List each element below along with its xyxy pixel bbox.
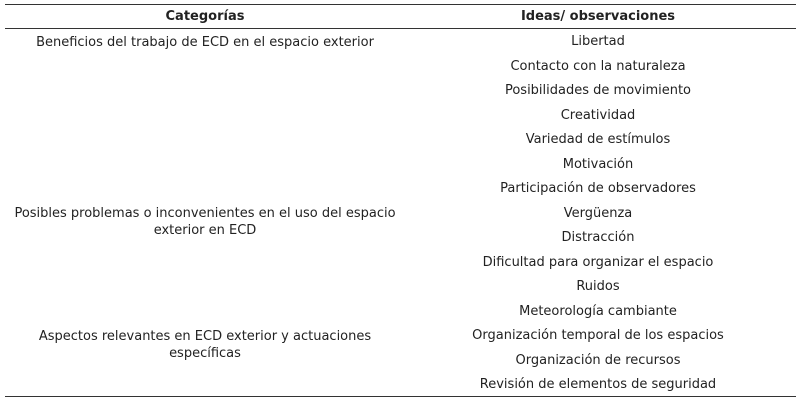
table-header-rule [5,28,796,29]
idea-item: Vergüenza [563,205,633,221]
idea-item: Organización temporal de los espacios [472,328,724,343]
idea-item: Motivación [562,156,634,172]
idea-item: Contacto con la naturaleza [510,58,686,74]
category-problems: Posibles problemas o inconvenientes en el uso del espacio exterior en ECD [14,206,396,238]
idea-item: Organización de recursos [515,352,681,368]
category-benefits: Beneficios del trabajo de ECD en el espacio exterior [36,35,374,50]
idea-item: Posibilidades de movimiento [504,83,692,98]
idea-item: Ruidos [576,279,620,294]
idea-item: Revisión de elementos de seguridad [479,377,717,392]
table-bottom-rule [5,396,796,397]
idea-item: Dificultad para organizar el espacio [482,254,714,270]
idea-item: Meteorología cambiante [519,303,677,319]
header-ideas: Ideas/ observaciones [520,9,676,24]
header-categories: Categorías [165,9,245,24]
idea-item: Creatividad [560,107,636,123]
idea-item: Distracción [561,230,635,245]
idea-item: Participación de observadores [500,181,696,196]
idea-item: Variedad de estímulos [525,132,671,147]
category-relevant-aspects: Aspectos relevantes en ECD exterior y actuaciones específicas [38,329,372,361]
idea-item: Libertad [571,34,625,49]
ideas-list [400,30,796,398]
